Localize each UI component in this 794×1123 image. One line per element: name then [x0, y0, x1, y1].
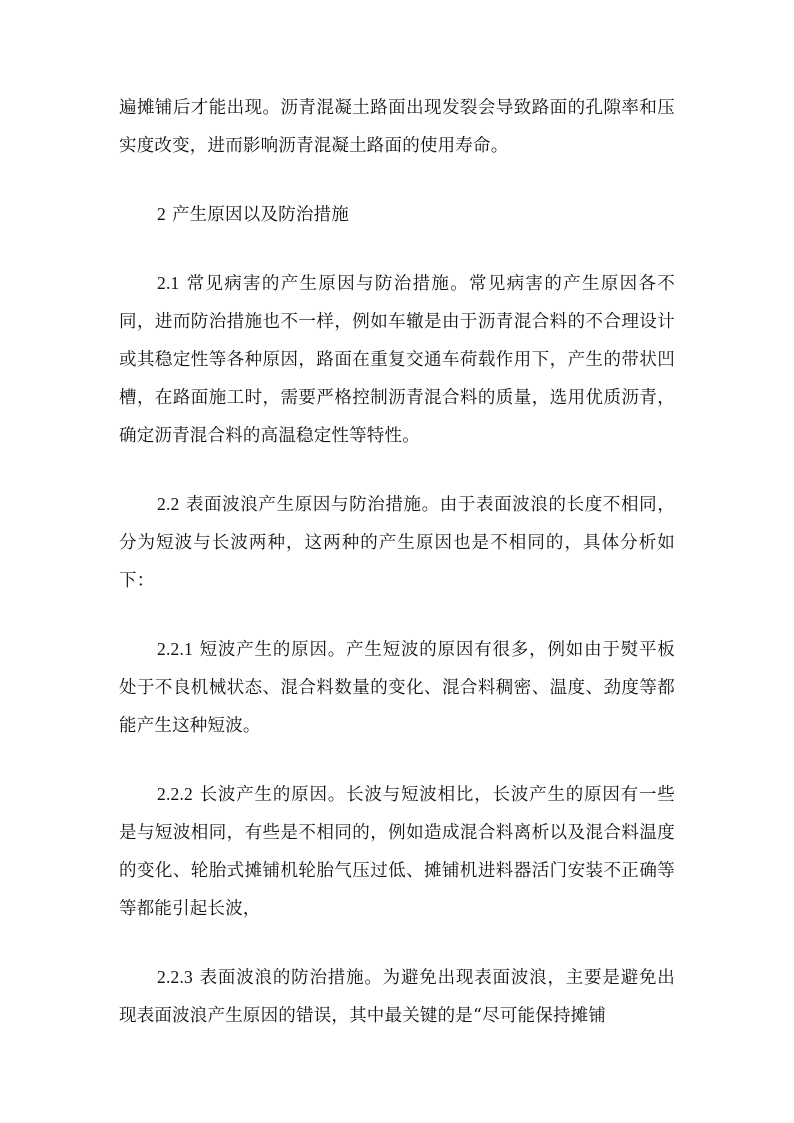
- paragraph-2-2-2: [119, 775, 675, 928]
- paragraph-2-2-1: [119, 630, 675, 745]
- paragraph-continuation: [119, 89, 675, 165]
- section-number: 2.2.3: [157, 967, 193, 987]
- section-number: 2.2.2: [157, 784, 193, 804]
- paragraph-2-2-3: [119, 958, 675, 1035]
- document-body: [119, 89, 675, 1065]
- paragraph-text: 短波产生的原因。产生短波的原因有很多，例如由于熨平板处于不良机械状态、混合料数量的变化、混合料稠密、温度、劲度等都能产生这种短波。: [119, 640, 675, 736]
- paragraph-text: 长波产生的原因。长波与短波相比，长波产生的原因有一些是与短波相同，有些是不相同的，例如造成混合料离析以及混合料温度的变化、轮胎式摊铺机轮胎气压过低、摊铺机进料器活门安装不正确等等都能引起长波，: [119, 785, 675, 919]
- paragraph-text: 表面波浪的防治措施。为避免出现表面波浪，主要是避免出现表面波浪产生原因的错误，其中最关键的是“尽可能保持摊铺: [119, 968, 675, 1026]
- section-number: 2.2.1: [157, 639, 193, 659]
- paragraph-text: 遍摊铺后才能出现。沥青混凝土路面出现发裂会导致路面的孔隙率和压实度改变，进而影响沥青混凝土路面的使用寿命。: [119, 98, 675, 156]
- section-number: 2.2: [157, 494, 180, 514]
- paragraph-text: 常见病害的产生原因与防治措施。常见病害的产生原因各不同，进而防治措施也不一样，例如车辙是由于沥青混合料的不合理设计或其稳定性等各种原因，路面在重复交通车荷载作用下，产生的带状凹槽，在路面施工时，需要严格控制沥青混合料的质量，选用优质沥青，确定沥青混合料的高温稳定性等特性。: [119, 274, 675, 446]
- section-title: 产生原因以及防治措施: [171, 205, 349, 225]
- section-heading-2: [119, 195, 675, 234]
- paragraph-text: 表面波浪产生原因与防治措施。由于表面波浪的长度不相同，分为短波与长波两种，这两种的产生原因也是不相同的，具体分析如下：: [119, 495, 675, 591]
- paragraph-2-2: [119, 485, 675, 600]
- paragraph-2-1: [119, 264, 675, 455]
- section-number: 2.1: [157, 273, 180, 293]
- section-number: 2: [157, 204, 166, 224]
